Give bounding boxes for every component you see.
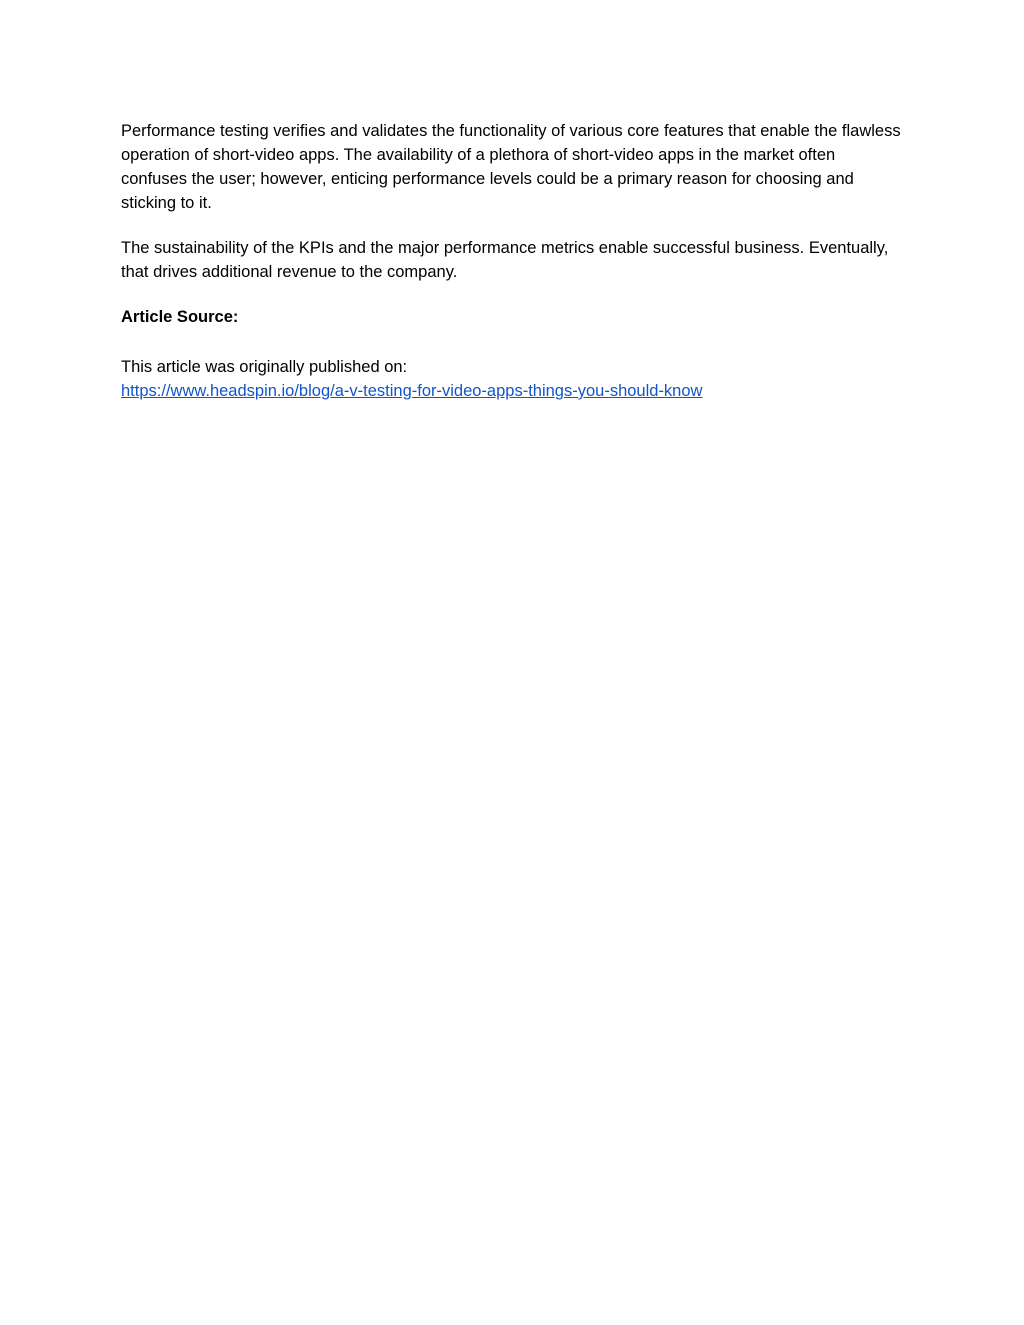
article-source-heading: Article Source: [121, 308, 239, 326]
published-on-block [121, 355, 905, 403]
paragraph-performance-testing: Performance testing verifies and validates the functionality of various core features that enable the flawless operation of short-video apps. The availability of a plethora of short-video apps in the market often confuses the user; however, enticing performance levels could be a primary reason for choosing and sticking to it. [121, 122, 901, 212]
paragraph-sustainability: The sustainability of the KPIs and the major performance metrics enable successful business. Eventually, that drives additional revenue to the company. [121, 239, 889, 281]
published-on-text: This article was originally published on: [121, 358, 408, 376]
document-content [121, 119, 905, 403]
article-source-link[interactable]: https://www.headspin.io/blog/a-v-testing-for-video-apps-things-you-should-know [121, 382, 703, 400]
